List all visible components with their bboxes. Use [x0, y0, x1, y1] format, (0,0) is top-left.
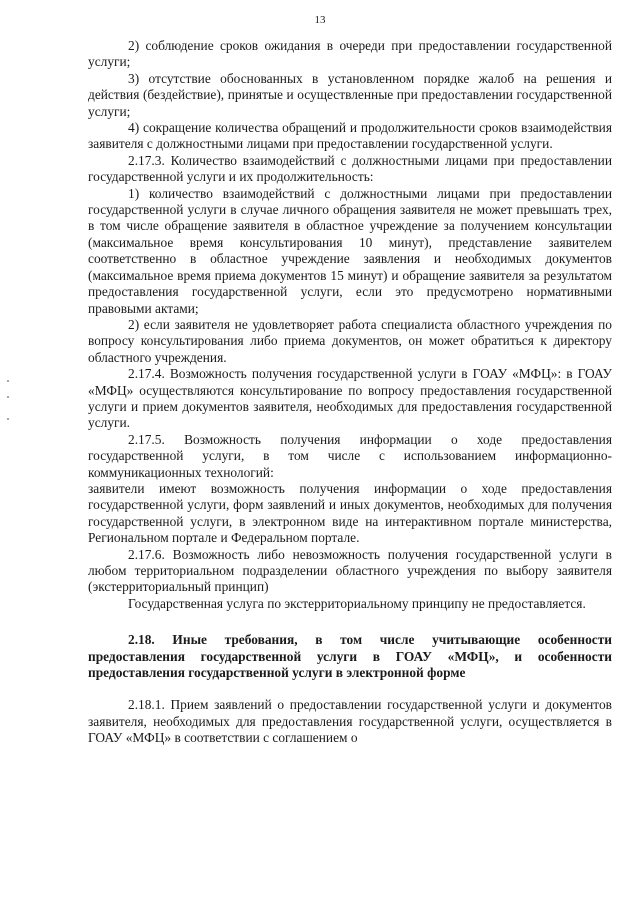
paragraph: 4) сокращение количества обращений и продолжительности сроков взаимодействия заявителя с должностными лицами при предоставлении государственной услуги.: [88, 120, 612, 152]
paragraph: 2) если заявителя не удовлетворяет работа специалиста областного учреждения по вопросу консультирования либо приема документов, он может обратиться к директору областного учреждения.: [88, 316, 612, 365]
paragraph: 2.18.1. Прием заявлений о предоставлении государственной услуги и документов заявителя, необходимых для предоставления государственной услуги, осуществляется в ГОАУ «МФЦ» в соответствии с соглашением о: [88, 697, 612, 746]
paragraph: 2.17.6. Возможность либо невозможность получения государственной услуги в любом территориальном подразделении областного учреждения по выбору заявителя (экстерриториальный принцип): [88, 546, 612, 595]
paragraph: 2.17.5. Возможность получения информации о ходе предоставления государственной услуги, в том числе с использованием информационно-коммуникационных технологий:: [88, 431, 612, 480]
paragraph: 1) количество взаимодействий с должностными лицами при предоставлении государственной услуги в случае личного обращения заявителя не может превышать трех, в том числе обращение заявителя в областное учреждение за получением консультации (максимальное время консультирования 10 минут), представление заявителем соответственно в областное учреждение заявления и необходимых документов (максимальное время приема документов 15 минут) и обращение заявителя за результатом предоставления государственной услуги, если это предусмотрено нормативными правовыми актами;: [88, 185, 612, 316]
scan-speck: [7, 418, 9, 420]
paragraph: 2) соблюдение сроков ожидания в очереди при предоставлении государственной услуги;: [88, 38, 612, 70]
paragraph: Государственная услуга по экстерриториальному принципу не предоставляется.: [128, 595, 586, 611]
paragraph: 2.17.4. Возможность получения государственной услуги в ГОАУ «МФЦ»: в ГОАУ «МФЦ» осуществляются консультирование по вопросу предоставления государственной услуги и прием документов заявителя, необходимых для предоставления государственной услуги.: [88, 366, 612, 431]
paragraph: заявители имеют возможность получения информации о ходе предоставления государственной услуги, форм заявлений и иных документов, необходимых для получения государственной услуги, в электронном виде на интерактивном портале министерства, Региональном портале и Федеральном портале.: [88, 480, 612, 546]
section-heading: 2.18. Иные требования, в том числе учитывающие особенности предоставления государственной услуги в ГОАУ «МФЦ», и особенности предоставления государственной услуги в электронной форме: [88, 632, 612, 681]
paragraph: 3) отсутствие обоснованных в установленном порядке жалоб на решения и действия (бездействие), принятые и осуществленные при предоставлении государственной услуги;: [88, 70, 612, 119]
scan-speck: [7, 396, 9, 398]
scan-speck: [7, 380, 9, 382]
paragraph: 2.17.3. Количество взаимодействий с должностными лицами при предоставлении государственной услуги и их продолжительность:: [88, 152, 612, 185]
page-number: 13: [314, 14, 326, 26]
document-body: [88, 38, 612, 747]
